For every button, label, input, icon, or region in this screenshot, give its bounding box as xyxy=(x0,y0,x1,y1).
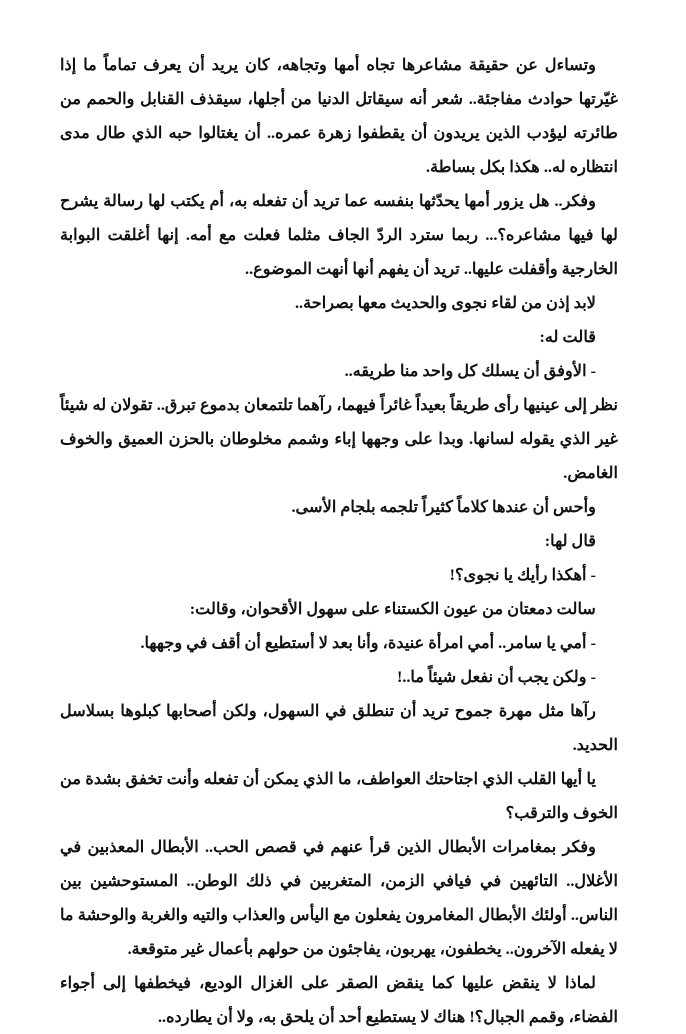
paragraph: لماذا لا ينقض عليها كما ينقض الصقر على الغزال الوديع، فيخطفها إلى أجواء الفضاء، وقمم الجبال؟! هناك لا يستطيع أحد أن يلحق به، ولا أن يطارده.. xyxy=(60,974,618,1026)
dialogue-line: - الأوفق أن يسلك كل واحد منا طريقه.. xyxy=(344,362,596,380)
paragraph: وأحس أن عندها كلاماً كثيراً تلجمه بلجام الأسى. xyxy=(291,498,596,516)
paragraph: وتساءل عن حقيقة مشاعرها تجاه أمها وتجاهه، كان يريد أن يعرف تماماً ما إذا غيّرتها حوادث مفاجئة.. شعر أنه سيقاتل الدنيا من أجلها، سيقذف القنابل والحمم من طائرته ليؤدب الذين يريدون أن يقطفوا زهرة عمره.. أن يغتالوا حبه الذي طال مدى انتظاره له.. هكذا بكل بساطة. xyxy=(60,56,618,176)
paragraph: سالت دمعتان من عيون الكستناء على سهول الأقحوان، وقالت: xyxy=(189,600,596,618)
paragraph: لابد إذن من لقاء نجوى والحديث معها بصراحة.. xyxy=(294,294,596,312)
paragraph: قال لها: xyxy=(544,532,596,550)
paragraph: وفكر.. هل يزور أمها يحدّثها بنفسه عما تريد أن تفعله به، أم يكتب لها رسالة يشرح لها فيها مشاعره؟... ربما سترد الردّ الجاف مثلما فعلت مع أمه. إنها أغلقت البوابة الخارجية وأقفلت عليها.. تريد أن يفهم أنها أنهت الموضوع.. xyxy=(60,192,618,278)
paragraph: يا أيها القلب الذي اجتاحتك العواطف، ما الذي يمكن أن تفعله وأنت تخفق بشدة من الخوف والترقب؟ xyxy=(60,770,618,822)
dialogue-line: - أمي يا سامر.. أمي امرأة عنيدة، وأنا بعد لا أستطيع أن أقف في وجهها. xyxy=(140,634,596,652)
paragraph: نظر إلى عينيها رأى طريقاً بعيداً غائراً فيهما، رآهما تلتمعان بدموع تبرق.. تقولان له شيئاً غير الذي يقوله لسانها. وبدا على وجهها إباء وشمم مخلوطان بالحزن العميق والخوف الغامض. xyxy=(60,396,618,482)
paragraph: رآها مثل مهرة جموح تريد أن تنطلق في السهول، ولكن أصحابها كبلوها بسلاسل الحديد. xyxy=(60,702,618,754)
dialogue-line: - ولكن يجب أن نفعل شيئاً ما..! xyxy=(396,668,596,686)
paragraph: قالت له: xyxy=(539,328,596,346)
paragraph: وفكر بمغامرات الأبطال الذين قرأ عنهم في قصص الحب.. الأبطال المعذبين في الأغلال.. التائهين في فيافي الزمن، المتغربين في ذلك الوطن.. المستوحشين بين الناس.. أولئك الأبطال المغامرون يفعلون مع اليأس والعذاب والتيه والغربة والوحشة ما لا يفعله الآخرون.. يخطفون، يهربون، يفاجئون من حولهم بأعمال غير متوقعة. xyxy=(60,838,618,958)
dialogue-line: - أهكذا رأيك يا نجوى؟! xyxy=(449,566,596,584)
